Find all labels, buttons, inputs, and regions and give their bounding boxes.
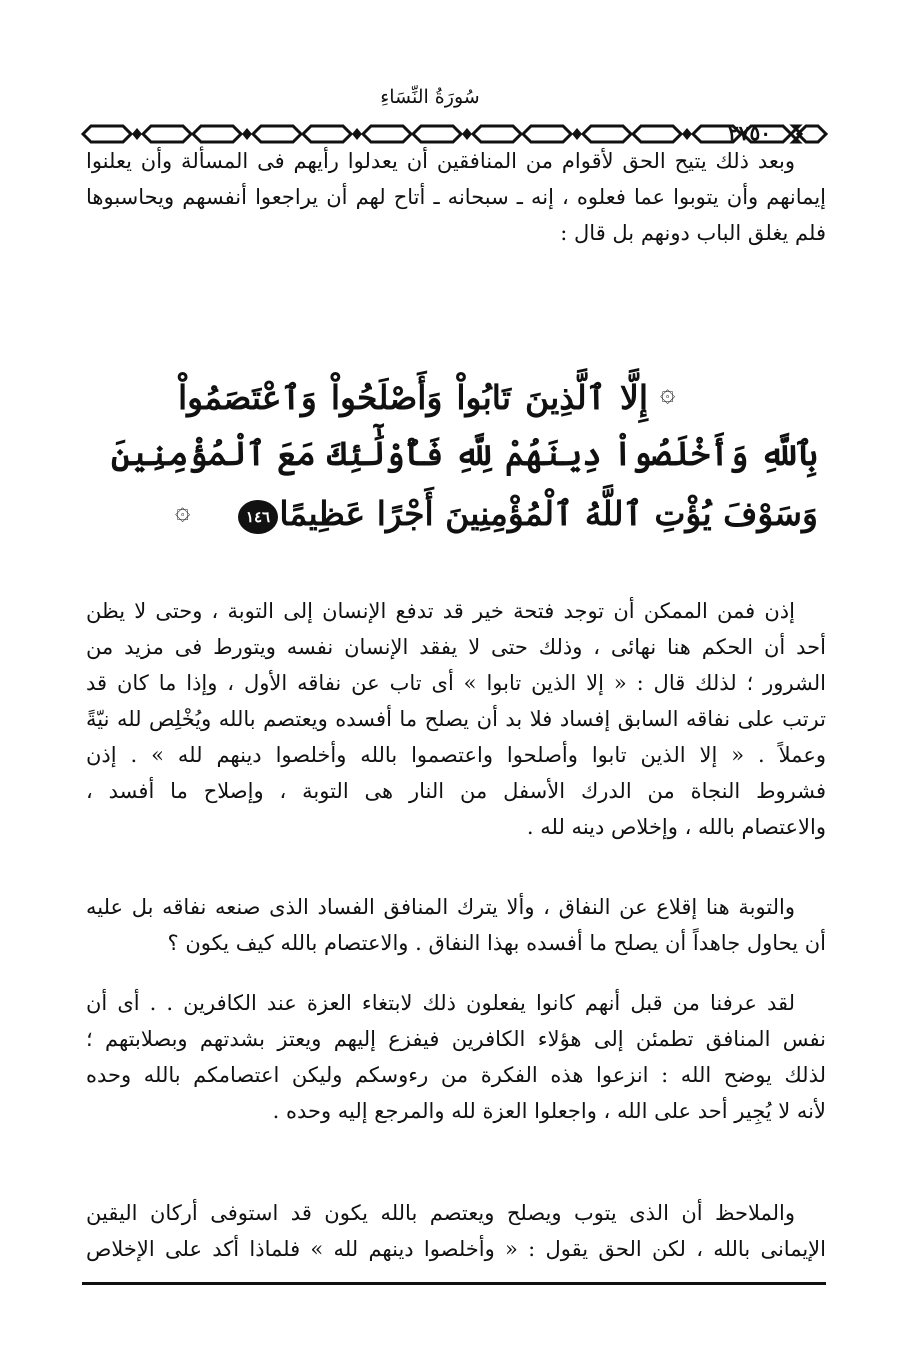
verse-line: إِلَّا ٱلَّذِينَ تَابُواْ وَأَصْلَحُواْ وَٱعْتَصَمُواْ [178, 378, 648, 417]
paragraph-line: أحد أن الحكم هنا نهائى ، وذلك حتى لا يفقد الإنسان نفسه ويتورط فى مزيد من [86, 635, 826, 659]
paragraph-line: أن يحاول جاهداً أن يصلح ما أفسده بهذا النفاق . والاعتصام بالله كيف يكون ؟ [167, 931, 826, 955]
paragraph-line: إيمانهم وأن يتوبوا عما فعلوه ، إنه ـ سبحانه ـ أتاح لهم أن يراجعوا أنفسهم ويحاسبوها [86, 185, 826, 209]
chain-diamond [462, 128, 472, 140]
paragraph-line: والملاحظ أن الذى يتوب ويصلح ويعتصم بالله يكون قد استوفى أركان اليقين [86, 1201, 795, 1225]
verse-close-ornament-icon: ۞ [175, 496, 191, 526]
paragraph-line: لأنه لا يُجِير أحد على الله ، واجعلوا العزة لله والمرجع إليه وحده . [272, 1099, 826, 1123]
ayah-number-badge: ١٤٦ [238, 500, 278, 534]
chain-diamond [572, 128, 582, 140]
chain-link [363, 126, 411, 142]
chain-link [143, 126, 191, 142]
chain-diamond [132, 128, 142, 140]
chain-link [83, 126, 131, 142]
paragraph-line: لذلك يوضح الله : انزعوا هذه الفكرة من رءوسكم وليكن اعتصامكم بالله وحده [86, 1063, 826, 1087]
paragraph-line: وبعد ذلك يتيح الحق لأقوام من المنافقين أن يعدلوا رأيهم فى المسألة وأن يعلنوا [86, 149, 795, 173]
chain-diamond [352, 128, 362, 140]
surah-title: سُورَةُ النِّسَاءِ [380, 86, 480, 108]
chain-link [633, 126, 681, 142]
paragraph-line: فشروط النجاة من الدرك الأسفل من النار هى التوبة ، وإصلاح ما أفسد ، [86, 779, 826, 803]
page-number: ٢٧٥٠ [728, 121, 771, 145]
paragraph-line: الإيمانى بالله ، لكن الحق يقول : « وأخلصوا دينهم لله » فلماذا أكد على الإخلاص [86, 1237, 826, 1261]
paragraph-line: إذن فمن الممكن أن توجد فتحة خير قد تدفع الإنسان إلى التوبة ، وحتى لا يظن [86, 599, 795, 623]
paragraph-line: وعملاً . « إلا الذين تابوا وأصلحوا واعتصموا بالله وأخلصوا دينهم لله » . إذن [86, 743, 826, 767]
paragraph-line: والتوبة هنا إقلاع عن النفاق ، وألا يترك المنافق الفساد الذى صنعه نفاقه بل عليه [86, 895, 795, 919]
chain-link [413, 126, 461, 142]
verse-line: وَسَوْفَ يُؤْتِ ٱللَّهُ ٱلْمُؤْمِنِينَ أَجْرًا عَظِيمًا [279, 494, 818, 533]
chain-link [523, 126, 571, 142]
chain-link [303, 126, 351, 142]
header-chain-border [80, 122, 830, 146]
paragraph-line: والاعتصام بالله ، وإخلاص دينه لله . [526, 815, 826, 839]
verse-open-ornament-icon: ۞ [660, 378, 676, 408]
chain-link [583, 126, 631, 142]
paragraph-line: نفس المنافق تطمئن إلى هؤلاء الكافرين فيفزع إليهم ويعتز بشدتهم وبصلابتهم ؛ [86, 1027, 826, 1051]
paragraph-line: لقد عرفنا من قبل أنهم كانوا يفعلون ذلك لابتغاء العزة عند الكافرين . . أى أن [86, 991, 795, 1015]
chain-diamond [242, 128, 252, 140]
chain-link [193, 126, 241, 142]
footer-rule [82, 1282, 826, 1285]
paragraph-line: الشرور ؛ لذلك قال : « إلا الذين تابوا » أى تاب عن نفاقه الأول ، وإذا ما كان قد [86, 671, 826, 695]
chain-link [253, 126, 301, 142]
verse-line: بِٱللَّهِ وَأَخْلَصُواْ دِينَهُمْ لِلَّهِ فَأُوْلَٰٓئِكَ مَعَ ٱلْمُؤْمِنِينَ [110, 434, 818, 473]
paragraph-line: فلم يغلق الباب دونهم بل قال : [560, 221, 826, 245]
chain-link [473, 126, 521, 142]
paragraph-line: ترتب على نفاقه السابق إفساد فلا بد أن يصلح ما أفسده ويعتصم بالله ويُخْلِص لله نيّةً [86, 707, 826, 731]
chain-diamond [682, 128, 692, 140]
